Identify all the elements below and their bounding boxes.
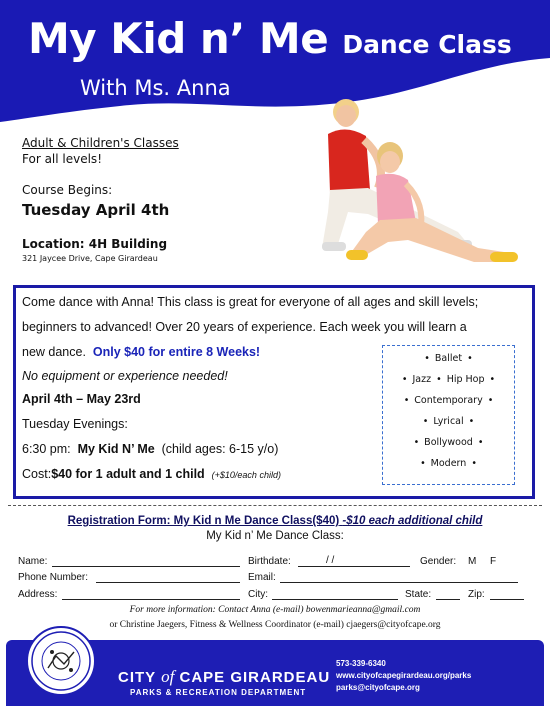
style-item: • Jazz • Hip Hop • [401, 374, 496, 385]
footer-phone: 573-339-6340 [336, 659, 386, 668]
description-line-1: Come dance with Anna! This class is great for everyone of all ages and skill levels; [22, 295, 479, 309]
phone-field[interactable] [96, 582, 240, 583]
more-info-line-1: For more information: Contact Anna (e-mail) bowenmarieanna@gmail.com [129, 605, 421, 615]
dancers-photo [308, 92, 528, 277]
footer-website[interactable]: www.cityofcapegirardeau.org/parks [336, 671, 472, 680]
name-label: Name: [18, 556, 48, 567]
zip-label: Zip: [468, 589, 485, 600]
more-info-line-2: or Christine Jaegers, Fitness & Wellness Coordinator (e-mail) cjaegers@cityofcape.org [109, 620, 441, 630]
page-title: My Kid n’ Me Dance Class [28, 14, 512, 63]
footer-contact [336, 658, 471, 694]
style-item: • Lyrical • [422, 416, 475, 427]
email-field[interactable] [280, 582, 518, 583]
description-line-3: new dance. Only $40 for entire 8 Weeks! [22, 345, 261, 359]
birthdate-field[interactable] [298, 566, 410, 567]
cost-extra: (+$10/each child) [211, 470, 281, 480]
state-field[interactable] [436, 599, 460, 600]
price-note: Only $40 for entire 8 Weeks! [92, 345, 261, 359]
classes-heading: Adult & Children's Classes [22, 136, 179, 150]
city-seal-icon [26, 626, 96, 696]
class-time-line: 6:30 pm: My Kid N’ Me (child ages: 6-15 y/o) [22, 442, 279, 456]
cost-line: Cost:$40 for 1 adult and 1 child (+$10/each child) [22, 467, 281, 481]
dance-styles-list [382, 345, 515, 485]
state-label: State: [405, 589, 432, 600]
address-text: 321 Jaycee Drive, Cape Girardeau [22, 254, 158, 263]
style-item: • Bollywood • [413, 437, 484, 448]
class-name: My Kid N’ Me [77, 442, 155, 456]
city-label: City: [248, 589, 268, 600]
name-field[interactable] [52, 566, 240, 567]
course-begins-date: Tuesday April 4th [22, 201, 170, 219]
class-info [22, 136, 322, 263]
department-name: PARKS & RECREATION DEPARTMENT [130, 688, 307, 697]
no-equipment-text: No equipment or experience needed! [22, 369, 228, 383]
city-field[interactable] [272, 599, 398, 600]
email-label: Email: [248, 572, 276, 583]
gender-f-option[interactable]: F [490, 556, 497, 567]
gender-m-option[interactable]: M [468, 556, 477, 567]
address-label: Address: [18, 589, 58, 600]
style-item: • Ballet • [424, 353, 473, 364]
levels-text: For all levels! [22, 152, 102, 166]
description-line-2: beginners to advanced! Over 20 years of experience. Each week you will learn a [22, 320, 467, 334]
course-begins-label: Course Begins: [22, 183, 113, 197]
class-dates: April 4th – May 23rd [22, 392, 141, 406]
location-text: Location: 4H Building [22, 237, 168, 251]
title-suffix: Dance Class [342, 30, 512, 59]
evenings-label: Tuesday Evenings: [22, 417, 128, 431]
registration-subtitle: My Kid n’ Me Dance Class: [206, 530, 344, 542]
birthdate-slashes: / / [326, 555, 335, 566]
zip-field[interactable] [490, 599, 524, 600]
cut-line [8, 505, 542, 506]
phone-label: Phone Number: [18, 572, 89, 583]
style-item: • Contemporary • [403, 395, 494, 406]
cost-value: $40 for 1 adult and 1 child [51, 467, 205, 481]
address-field[interactable] [62, 599, 240, 600]
style-item: • Modern • [420, 458, 477, 469]
city-name: CITY of CAPE GIRARDEAU [118, 667, 331, 686]
birthdate-label: Birthdate: [248, 556, 291, 567]
class-details-box [13, 285, 535, 499]
footer-email[interactable]: parks@cityofcape.org [336, 683, 420, 692]
child-ages: (child ages: 6-15 y/o) [161, 442, 279, 456]
gender-label: Gender: [420, 556, 457, 567]
registration-title: Registration Form: My Kid n Me Dance Class($40) -$10 each additional child [67, 515, 483, 527]
page-subtitle: With Ms. Anna [80, 76, 231, 100]
